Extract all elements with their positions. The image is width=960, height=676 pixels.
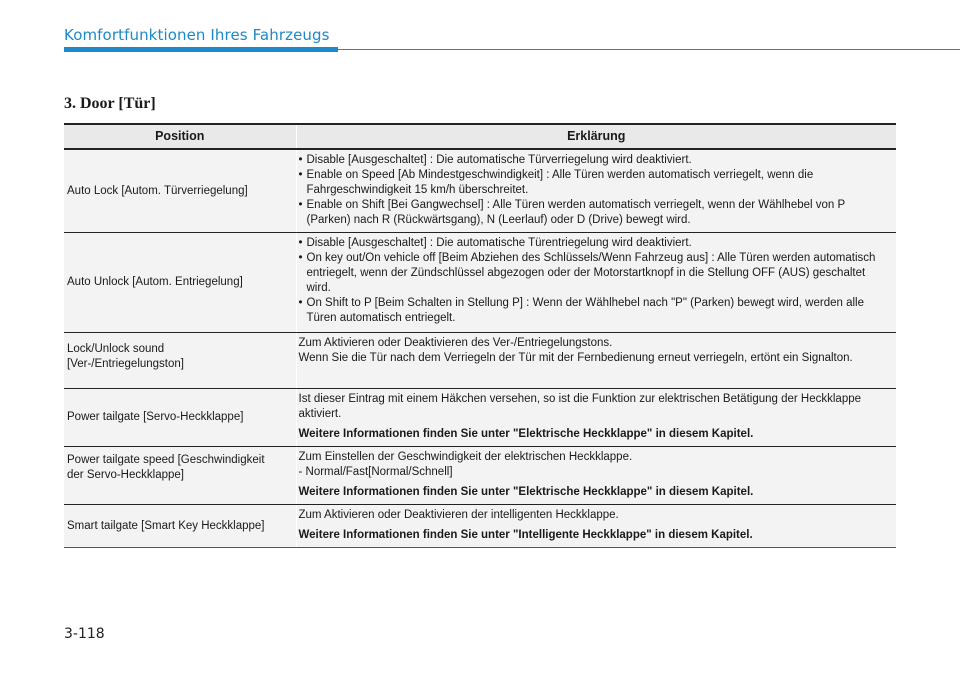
explanation-text: Zum Aktivieren oder Deaktivieren des Ver-/Entriegelungstons. xyxy=(298,337,613,349)
row-position xyxy=(64,333,296,389)
bullet-item: • On Shift to P [Beim Schalten in Stellung P] : Wenn der Wählhebel nach "P" (Parken) bewegt wird, werden alle Türen automatisch entriegelt. xyxy=(299,296,889,326)
row-position: Auto Lock [Autom. Türverriegelung] xyxy=(64,149,296,233)
chapter-title: Komfortfunktionen Ihres Fahrzeugs xyxy=(64,26,330,44)
row-explanation xyxy=(296,333,896,389)
explanation-text: Zum Einstellen der Geschwindigkeit der elektrischen Heckklappe. xyxy=(298,451,633,463)
row-explanation xyxy=(296,505,896,548)
bullet-item: • Disable [Ausgeschaltet] : Die automatische Türentriegelung wird deaktiviert. xyxy=(299,236,889,251)
row-explanation xyxy=(296,149,896,233)
table-row xyxy=(64,233,896,333)
row-position: Power tailgate [Servo-Heckklappe] xyxy=(64,389,296,447)
explanation-text: Ist dieser Eintrag mit einem Häkchen versehen, so ist die Funktion zur elektrischen Betätigung der Heckklappe aktiviert. xyxy=(298,393,862,420)
explanation-text: - Normal/Fast[Normal/Schnell] xyxy=(298,466,453,478)
table-row xyxy=(64,389,896,447)
settings-table xyxy=(64,123,896,548)
header-explanation: Erklärung xyxy=(296,124,896,149)
chapter-header xyxy=(64,26,960,54)
position-line: der Servo-Heckklappe] xyxy=(67,469,184,481)
bullet-item: • Enable on Shift [Bei Gangwechsel] : Alle Türen werden automatisch verriegelt, wenn der Wählhebel von P (Parken) nach R (Rückwärtsgang), N (Leerlauf) oder D (Drive) bewegt wird. xyxy=(299,198,889,228)
header-rule-thin xyxy=(338,49,960,50)
header-position: Position xyxy=(64,124,296,149)
table-row xyxy=(64,149,896,233)
explanation-text: Zum Aktivieren oder Deaktivieren der intelligenten Heckklappe. xyxy=(298,509,619,521)
table-row xyxy=(64,447,896,505)
bullet-item: • On key out/On vehicle off [Beim Abziehen des Schlüssels/Wenn Fahrzeug aus] : Alle Türen werden automatisch entriegelt, wenn der Zündschlüssel abgezogen oder der Motorstartknopf in die Stellung OFF (AUS) geschaltet wird. xyxy=(299,251,889,296)
reference-note: Weitere Informationen finden Sie unter "Elektrische Heckklappe" in diesem Kapitel. xyxy=(298,486,754,498)
row-explanation xyxy=(296,389,896,447)
row-position xyxy=(64,447,296,505)
table-row xyxy=(64,505,896,548)
section-title: 3. Door [Tür] xyxy=(64,95,156,112)
bullet-item: • Disable [Ausgeschaltet] : Die automatische Türverriegelung wird deaktiviert. xyxy=(299,153,889,168)
table-header-row xyxy=(64,124,896,149)
row-position: Smart tailgate [Smart Key Heckklappe] xyxy=(64,505,296,548)
row-explanation xyxy=(296,447,896,505)
page-number: 3-118 xyxy=(64,626,105,642)
row-explanation xyxy=(296,233,896,333)
row-position: Auto Unlock [Autom. Entriegelung] xyxy=(64,233,296,333)
position-line: Power tailgate speed [Geschwindigkeit xyxy=(67,454,265,466)
header-rule-thick xyxy=(64,47,338,52)
bullet-item: • Enable on Speed [Ab Mindestgeschwindigkeit] : Alle Türen werden automatisch verriegelt, wenn die Fahrgeschwindigkeit 15 km/h überschreitet. xyxy=(299,168,889,198)
position-line: Lock/Unlock sound xyxy=(67,343,165,355)
reference-note: Weitere Informationen finden Sie unter "Intelligente Heckklappe" in diesem Kapitel. xyxy=(298,529,753,541)
position-line: [Ver-/Entriegelungston] xyxy=(67,358,184,370)
table-row xyxy=(64,333,896,389)
reference-note: Weitere Informationen finden Sie unter "Elektrische Heckklappe" in diesem Kapitel. xyxy=(298,428,754,440)
explanation-text: Wenn Sie die Tür nach dem Verriegeln der Tür mit der Fernbedienung erneut verriegeln, ertönt ein Signalton. xyxy=(298,352,853,364)
